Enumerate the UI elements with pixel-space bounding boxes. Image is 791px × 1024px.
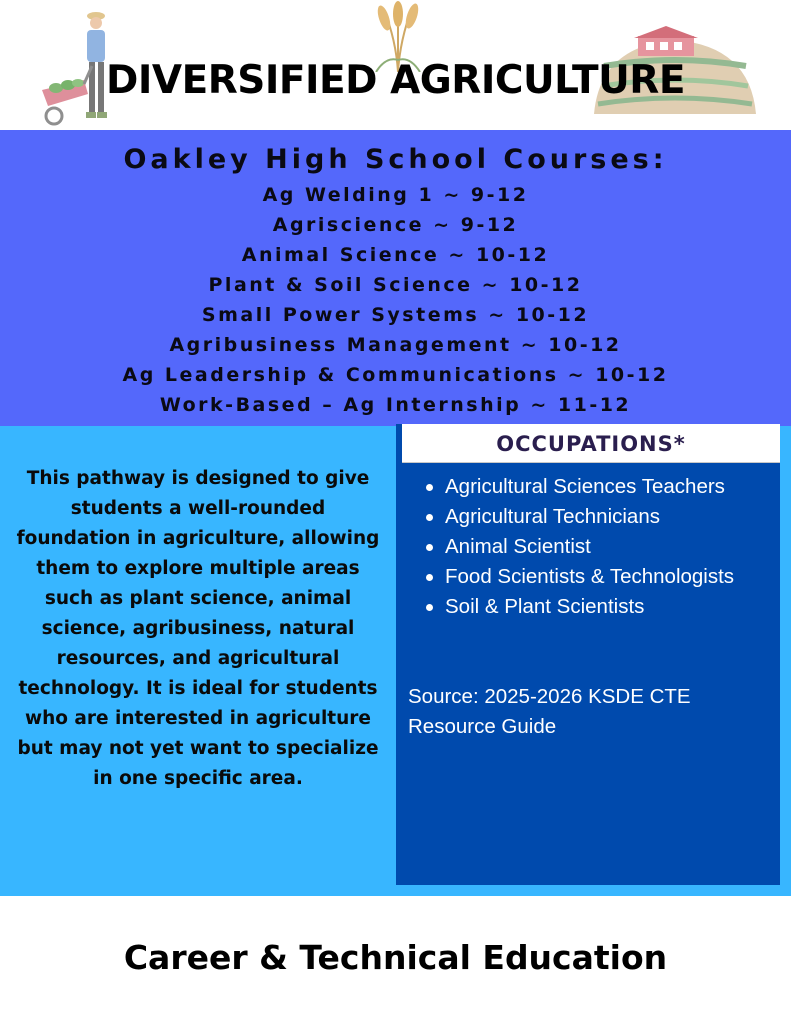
course-item: Agriscience ~ 9-12: [272, 214, 519, 236]
occupation-label: Agricultural Technicians: [445, 505, 660, 528]
occupation-label: Animal Scientist: [445, 535, 591, 558]
bullet-icon: [426, 484, 433, 491]
occupation-label: Food Scientists & Technologists: [445, 565, 735, 588]
occupations-panel: [396, 424, 780, 885]
footer-title: Career & Technical Education: [123, 938, 668, 977]
occupation-item: [426, 502, 778, 532]
occupation-label: Soil & Plant Scientists: [445, 595, 645, 618]
course-item: Small Power Systems ~ 10-12: [201, 304, 590, 326]
course-list: [0, 180, 791, 420]
occupation-item: [426, 472, 778, 502]
occupation-item: [426, 562, 778, 592]
courses-title: Oakley High School Courses:: [123, 144, 668, 175]
occupation-label: Agricultural Sciences Teachers: [445, 475, 725, 498]
pathway-description: This pathway is designed to give students a well-rounded foundation in agriculture, allowing them to explore multiple areas such as plant science, animal science, agribusiness, natural resources, and agricultural technology. It is ideal for students who are interested in agriculture but may not yet want to specialize in one specific area.: [16, 468, 380, 789]
occupations-title: OCCUPATIONS*: [402, 424, 780, 463]
occupations-source: Source: 2025-2026 KSDE CTE Resource Guide: [408, 685, 691, 738]
bullet-icon: [426, 574, 433, 581]
course-item: Agribusiness Management ~ 10-12: [169, 334, 622, 356]
course-item: Animal Science ~ 10-12: [241, 244, 550, 266]
page-title: DIVERSIFIED AGRICULTURE: [106, 58, 685, 103]
bullet-icon: [426, 514, 433, 521]
course-item: Ag Welding 1 ~ 9-12: [262, 184, 529, 206]
occupations-list: [426, 472, 778, 622]
bullet-icon: [426, 604, 433, 611]
occupation-item: [426, 532, 778, 562]
bullet-icon: [426, 544, 433, 551]
course-item: Ag Leadership & Communications ~ 10-12: [122, 364, 669, 386]
courses-section: [0, 130, 791, 426]
header: [0, 0, 791, 130]
occupation-item: [426, 592, 778, 622]
course-item: Plant & Soil Science ~ 10-12: [208, 274, 583, 296]
course-item: Work-Based – Ag Internship ~ 11-12: [159, 394, 632, 416]
